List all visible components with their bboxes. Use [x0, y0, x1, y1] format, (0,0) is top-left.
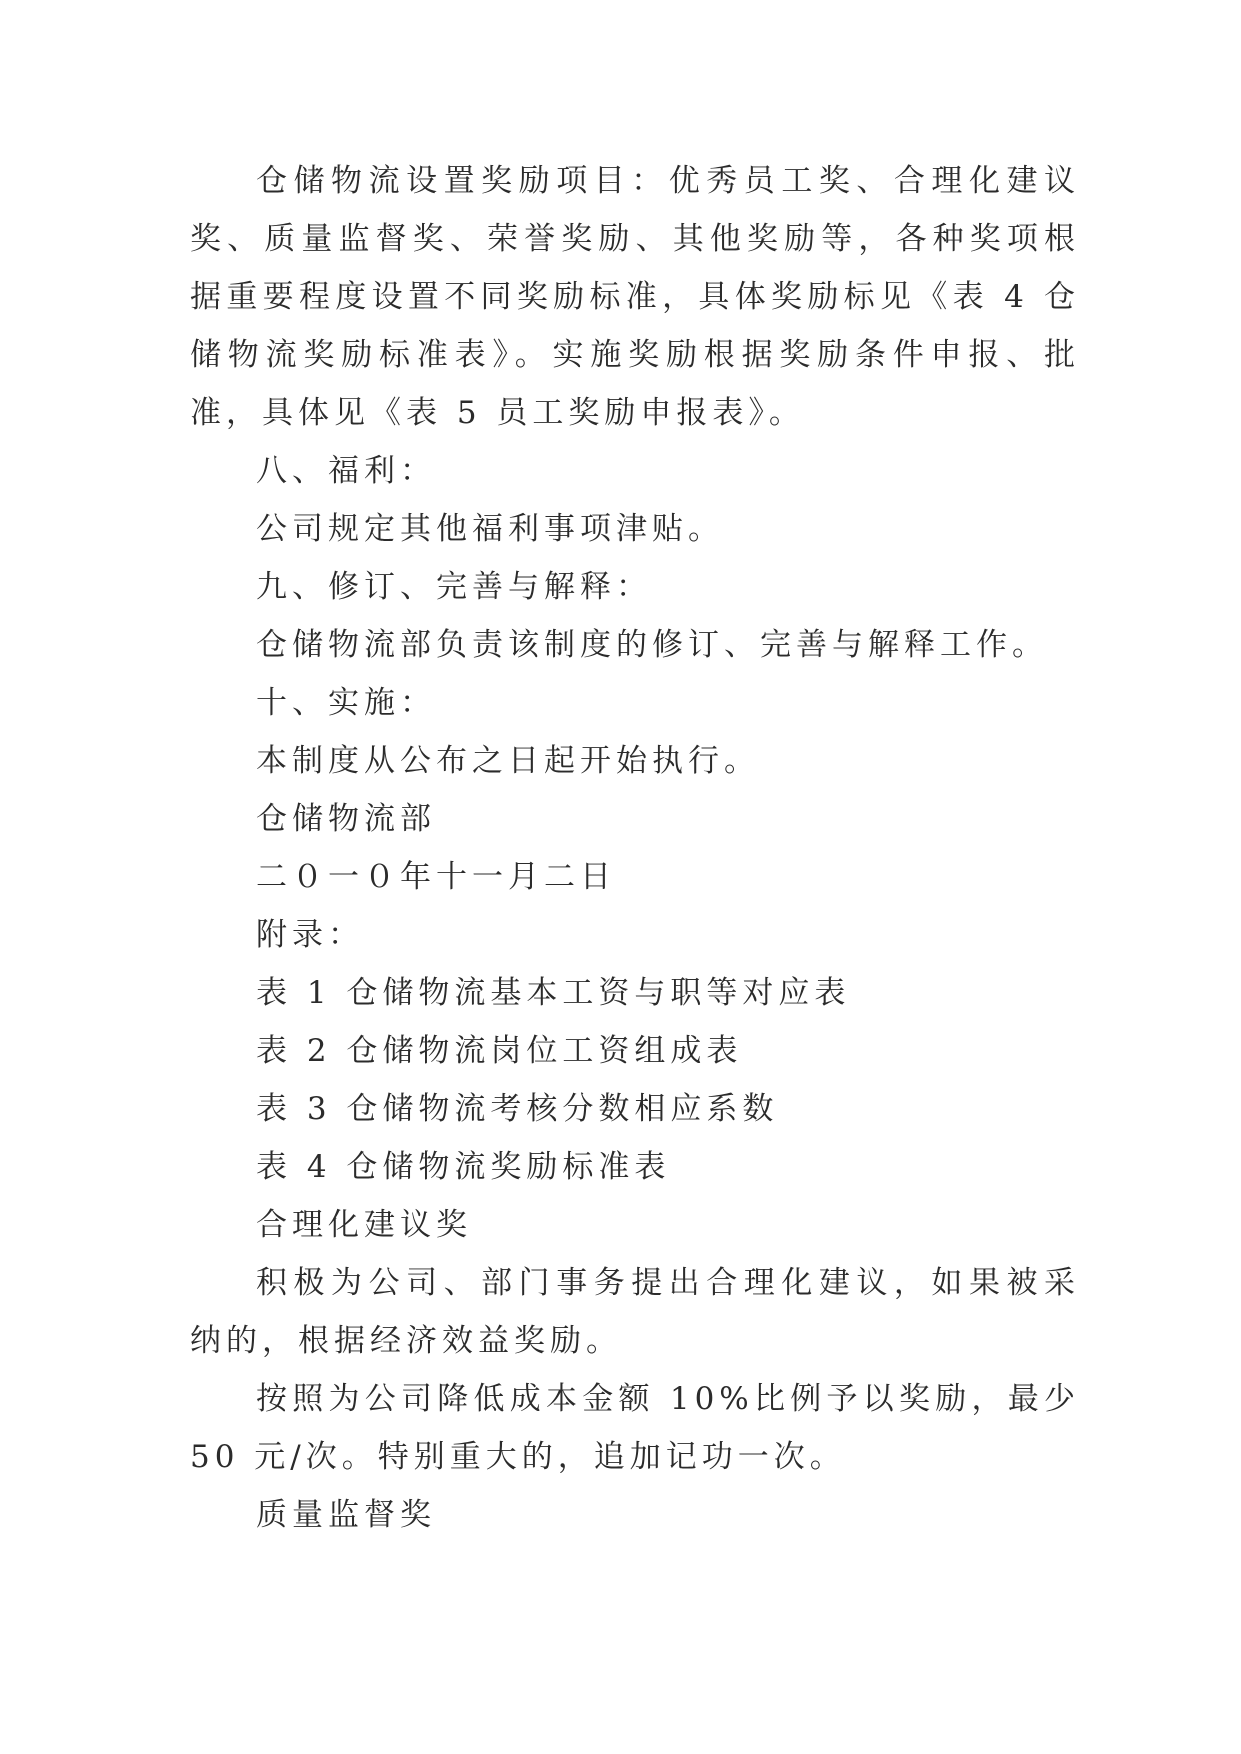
- heading-implementation: 十、实施：: [256, 685, 436, 721]
- paragraph-reward-items: 仓储物流设置奖励项目：优秀员工奖、合理化建议奖、质量监督奖、荣誉奖励、其他奖励等，各种奖项根据重要程度设置不同奖励标准，具体奖励标见《表 4 仓储物流奖励标准表》。实施奖励根据奖励条件申报、批准，具体见《表 5 员工奖励申报表》。: [190, 163, 1080, 431]
- paragraph-suggestion-ratio: 按照为公司降低成本金额 10%比例予以奖励，最少 50 元/次。特别重大的，追加记功一次。: [190, 1381, 1080, 1475]
- heading-welfare: 八、福利：: [256, 453, 436, 489]
- paragraph-welfare: 公司规定其他福利事项津贴。: [256, 511, 724, 547]
- document-body: [190, 152, 1080, 1544]
- paragraph-implementation: 本制度从公布之日起开始执行。: [256, 743, 760, 779]
- appendix-item: 表 1 仓储物流基本工资与职等对应表: [256, 975, 851, 1011]
- signature-date: 二０一０年十一月二日: [256, 859, 616, 895]
- heading-quality-award: 质量监督奖: [256, 1497, 436, 1533]
- signature-department: 仓储物流部: [256, 801, 436, 837]
- heading-appendix: 附录：: [256, 917, 364, 953]
- appendix-item: 表 4 仓储物流奖励标准表: [256, 1149, 671, 1185]
- heading-suggestion-award: 合理化建议奖: [256, 1207, 472, 1243]
- paragraph-revision: 仓储物流部负责该制度的修订、完善与解释工作。: [256, 627, 1048, 663]
- appendix-item: 表 2 仓储物流岗位工资组成表: [256, 1033, 743, 1069]
- appendix-item: 表 3 仓储物流考核分数相应系数: [256, 1091, 779, 1127]
- paragraph-suggestion-award: 积极为公司、部门事务提出合理化建议，如果被采纳的，根据经济效益奖励。: [190, 1265, 1080, 1359]
- heading-revision: 九、修订、完善与解释：: [256, 569, 652, 605]
